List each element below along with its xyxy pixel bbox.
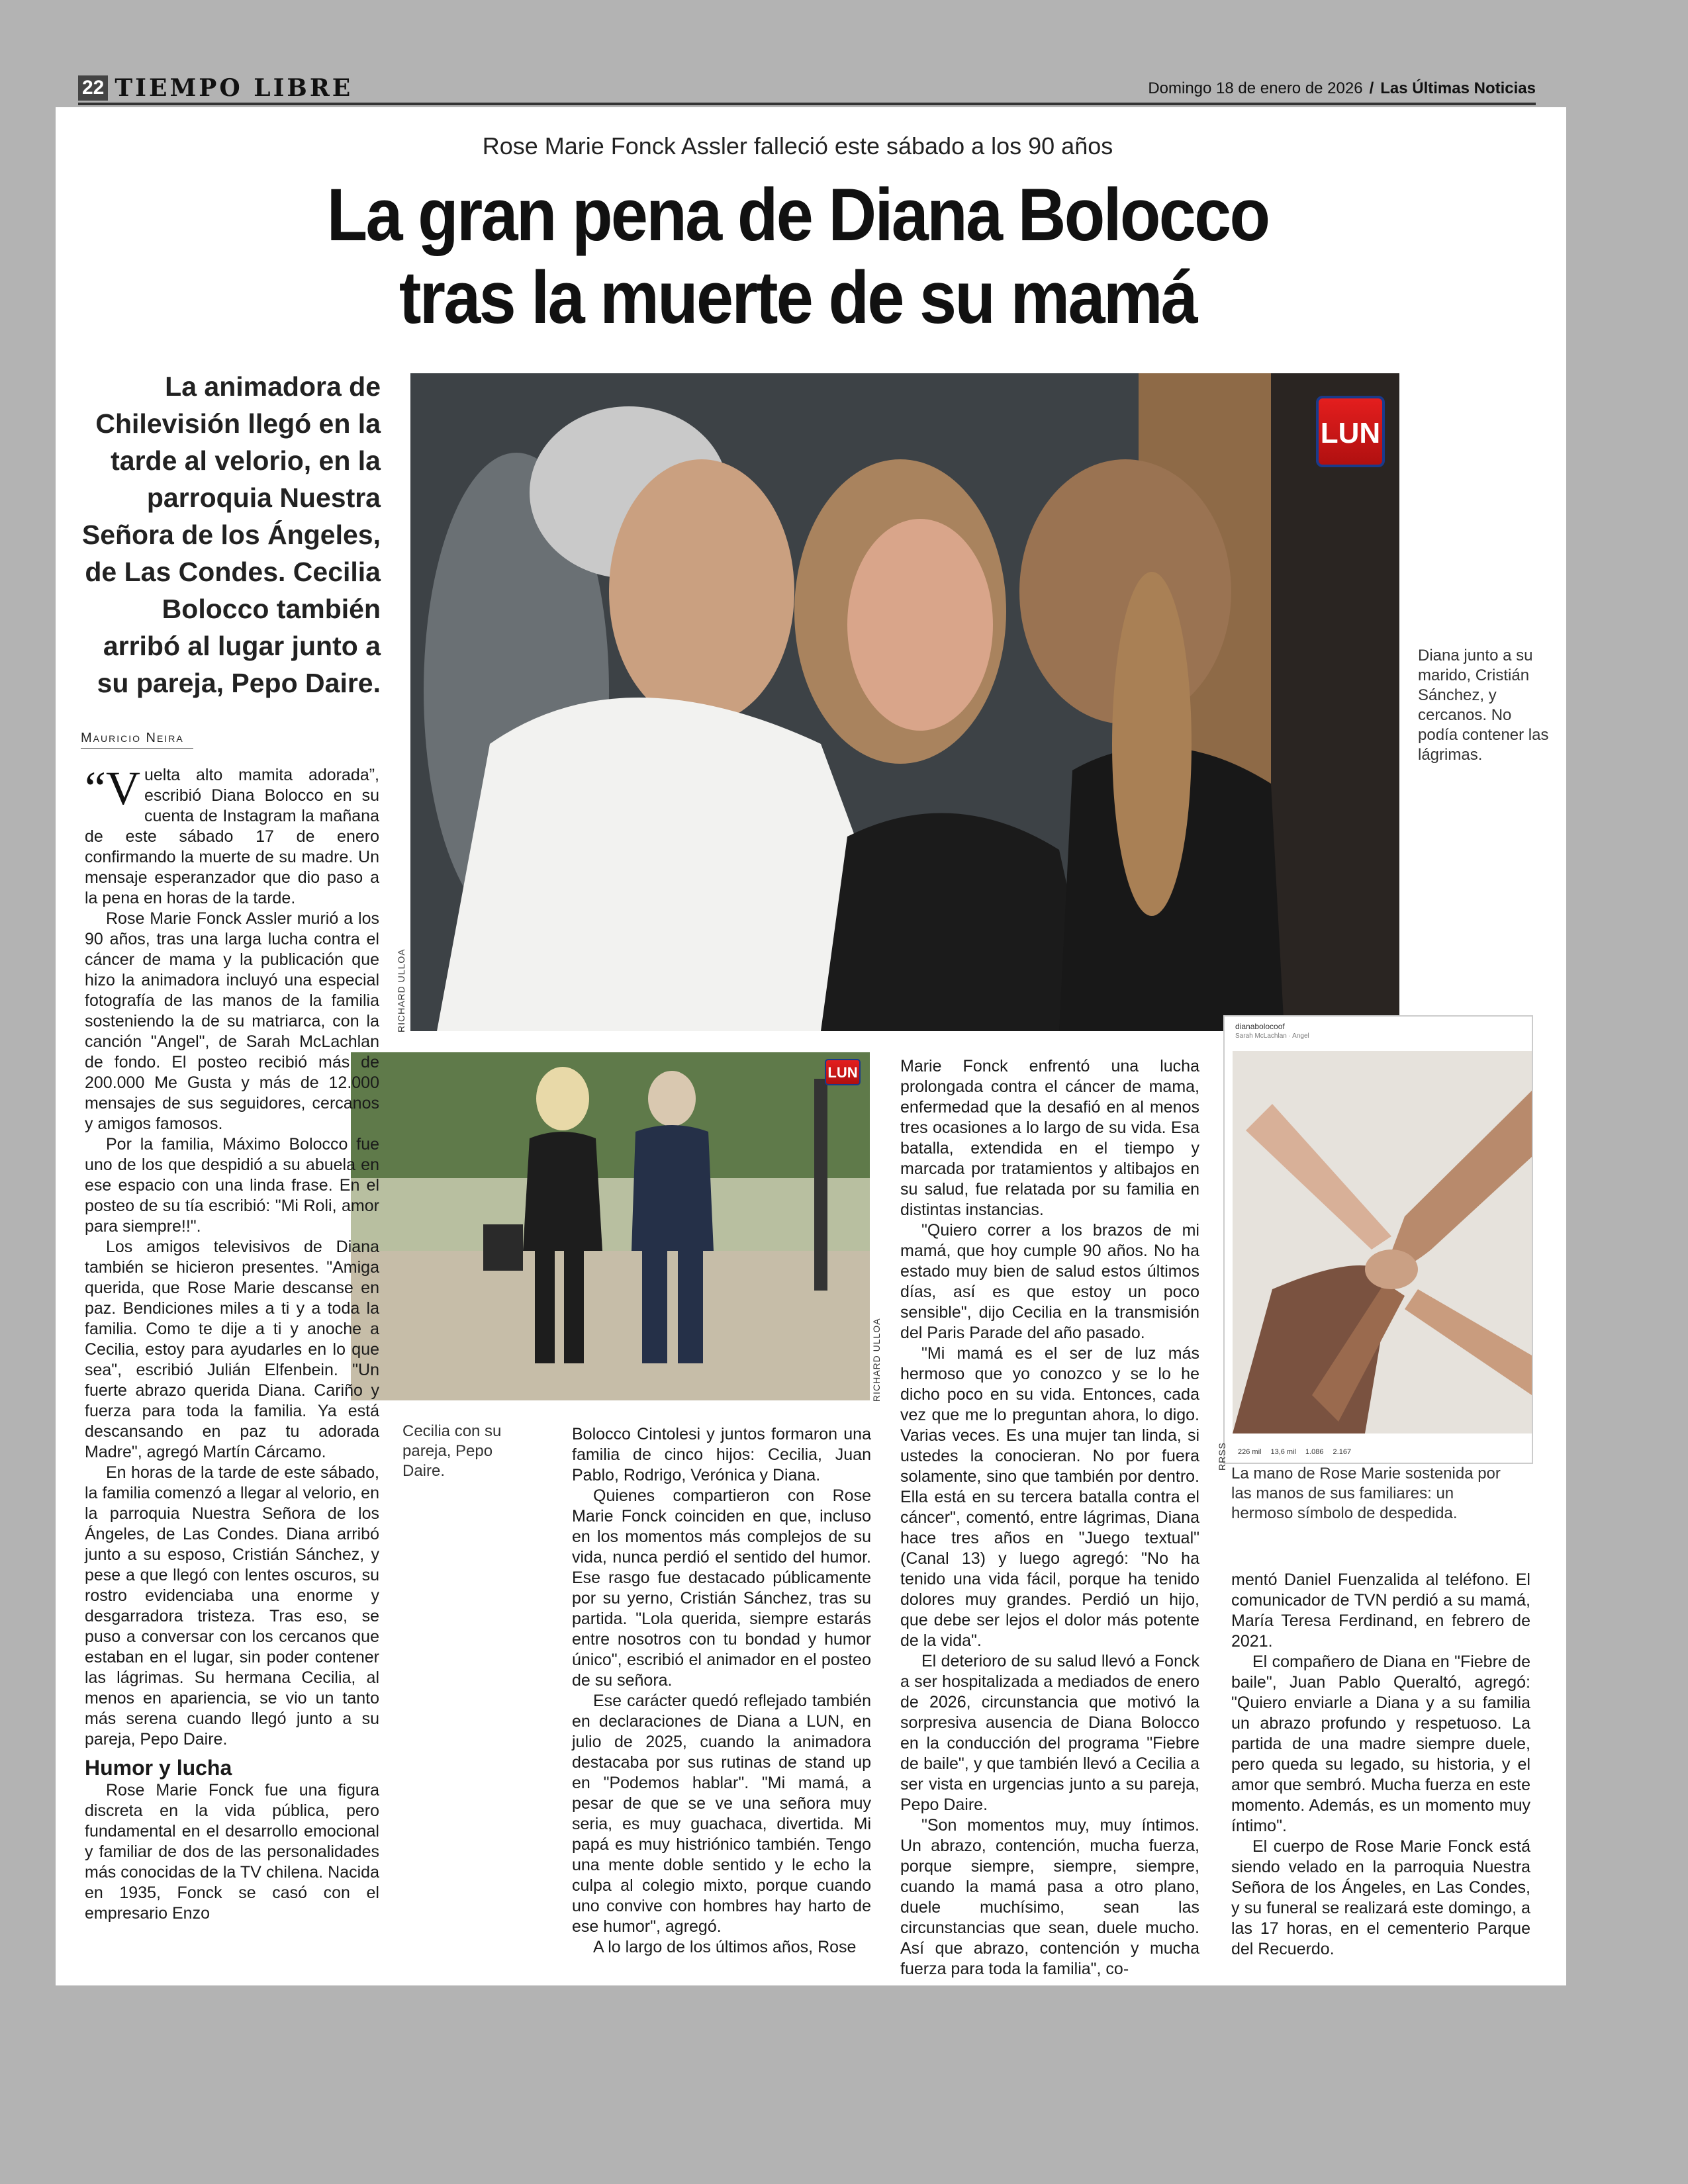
header-rule <box>78 103 1536 105</box>
article-column-4 <box>1231 1570 1530 1960</box>
article-column-2 <box>572 1424 871 1958</box>
paragraph: Rose Marie Fonck Assler murió a los 90 años, tras una larga lucha contra el cáncer de mama y la publicación que hizo la animadora incluyó una especial fotografía de las manos de la familia sosteniendo la de su matriarca, con la canción "Angel", de Sarah McLachlan de fondo. El posteo recibió más de 200.000 Me Gusta y más de 12.000 mensajes de sus seguidores, cercanos y amigos famosos. <box>85 909 379 1133</box>
lun-logo: LUN <box>1316 396 1385 467</box>
lun-logo-small: LUN <box>825 1059 861 1085</box>
walk-photo-illustration <box>351 1052 870 1400</box>
lead-paragraph: La animadora de Chilevisión llegó en la tarde al velorio, en la parroquia Nuestra Señora de los Ángeles, de Las Condes. Cecilia Bolocco también arribó al lugar junto a su pareja, Pepo Daire. <box>81 371 381 698</box>
photo-credit: RICHARD ULLOA <box>396 948 406 1032</box>
page-number: 22 <box>78 75 108 101</box>
issue-date: Domingo 18 de enero de 2026 <box>1148 79 1363 97</box>
likes-count: 226 mil <box>1238 1448 1262 1456</box>
headline-line-1: La gran pena de Diana Bolocco <box>326 173 1269 256</box>
paragraph: “Vuelta alto mamita adorada”, escribió Diana Bolocco en su cuenta de Instagram la mañana de este sábado 17 de enero confirmando la muerte de su madre. Un mensaje esperanzador que dio paso a la pena en horas de la tarde. <box>85 762 379 907</box>
main-photo <box>410 373 1399 1031</box>
instagram-song: Sarah McLachlan · Angel <box>1235 1032 1309 1040</box>
headline-line-2: tras la muerte de su mamá <box>399 256 1197 339</box>
paragraph: Bolocco Cintolesi y juntos formaron una familia de cinco hijos: Cecilia, Juan Pablo, Rodrigo, Verónica y Diana. <box>572 1425 871 1484</box>
headline <box>80 173 1516 339</box>
instagram-stats <box>1238 1448 1351 1456</box>
shares-count: 2.167 <box>1333 1448 1352 1456</box>
paragraph: "Son momentos muy, muy íntimos. Un abrazo, contención, mucha fuerza, porque siempre, siempre, siempre, cuando la mamá pasa a otro plano, duele muchísimo, sean las circunstancias que sean, duele mucho. Así que abrazo, contención y mucha fuerza para toda la familia", co- <box>900 1816 1199 1978</box>
paragraph: Los amigos televisivos de Diana también se hicieron presentes. "Amiga querida, que Rose Marie descanse en paz. Bendiciones miles a ti y a toda la familia. Como te dije a ti y anoche a Cecilia, estoy para ayudarles en lo que sea", escribió Julián Elfenbein. "Un fuerte abrazo querida Diana. Cariño y fuerza para toda la familia. Ya está descansando en paz tu adorada Madre", agregó Martín Cárcamo. <box>85 1238 379 1461</box>
section-header <box>78 74 353 102</box>
article-column-3 <box>900 1056 1199 1979</box>
paragraph: "Mi mamá es el ser de luz más hermoso que yo conozco y se lo he dicho poco en su vida. Entonces, cada vez que me lo preguntan ahora, lo digo. Varias veces. Es una mujer tan linda, si ustedes la conocieran. No por fuera solamente, sino que también por dentro. Ella está en su tercera batalla contra el cáncer", comentó, entre lágrimas, Diana hace tres años en "Juego textual" (Canal 13) y luego agregó: "No ha tenido una vida fácil, porque ha tenido dolores muy grandes. Perdió un hijo, que debe ser lejos el dolor más potente de la vida". <box>900 1344 1199 1650</box>
paragraph: Rose Marie Fonck fue una figura discreta en la vida pública, pero fundamental en el desarrollo emocional y familiar de dos de las personalidades más conocidas de la TV chilena. Nacida en 1935, Fonck se casó con el empresario Enzo <box>85 1781 379 1923</box>
dropcap: “V <box>85 762 140 815</box>
hands-illustration <box>1233 1051 1532 1433</box>
instagram-username: dianabolocoof <box>1235 1022 1285 1031</box>
photo-credit-hands: RRSS <box>1217 1442 1227 1471</box>
paragraph: El deterioro de su salud llevó a Fonck a ser hospitalizada a mediados de enero de 2026, circunstancia que motivó la sorpresiva ausencia de Diana Bolocco en la conducción del programa "Fiebre de baile", y que también llevó a Cecilia a ser vista en urgencias junto a su pareja, Pepo Daire. <box>900 1652 1199 1814</box>
paragraph: Ese carácter quedó reflejado también en declaraciones de Diana a LUN, en julio de 2025, cuando la animadora destacaba por sus rutinas de stand up en "Podemos hablar". "Mi mamá, a pesar de que se ve una señora muy seria, es muy guachaca, divertida. Mi papá es muy histriónico también. Tengo una mente doble sentido y le echo la culpa al colegio mixto, porque cuando uno convive con hombres hay harto de ese humor", agregó. <box>572 1692 871 1936</box>
hands-photo <box>1233 1051 1532 1433</box>
separator: / <box>1369 79 1374 97</box>
paragraph: "Quiero correr a los brazos de mi mamá, que hoy cumple 90 años. No ha estado muy bien de salud estos últimos días, así es que estoy un poco sensible", dijo Cecilia en la transmisión del Paris Parade del año pasado. <box>900 1221 1199 1342</box>
publication-name: Las Últimas Noticias <box>1380 79 1536 97</box>
kicker: Rose Marie Fonck Assler falleció este sábado a los 90 años <box>482 132 1113 159</box>
byline-rule <box>81 748 193 749</box>
paragraph: El compañero de Diana en "Fiebre de baile", Juan Pablo Queraltó, agregó: "Quiero enviarle a Diana y a su familia un abrazo profundo y respetuoso. La partida de una madre siempre duele, pero queda su legado, su historia, y el amor que sembró. Mucha fuerza en este momento. Además, es un momento muy íntimo". <box>1231 1653 1530 1835</box>
byline: Mauricio Neira <box>81 731 184 745</box>
paragraph: Por la familia, Máximo Bolocco fue uno de los que despidió a su abuela en ese espacio con una linda frase. En el posteo de su tía escribió: "Mi Roli, amor para siempre!!". <box>85 1135 379 1236</box>
paragraph: Marie Fonck enfrentó una lucha prolongada contra el cáncer de mama, enfermedad que la desafió en al menos tres ocasiones a lo largo de su vida. Esa batalla, extendida en el tiempo y marcada por tratamientos y altibajos en su salud, fue relatada por su familia en distintas instancias. <box>900 1057 1199 1219</box>
reposts-count: 1.086 <box>1305 1448 1324 1456</box>
paragraph: Quienes compartieron con Rose Marie Fonck coinciden en que, incluso en los momentos más complejos de su vida, nunca perdió el sentido del humor. Ese rasgo fue destacado públicamente por su yerno, Cristián Sánchez, tras su partida. "Lola querida, siempre estarás entre nosotros con tu bondad y humor único", escribió el animador en el posteo de su señora. <box>572 1486 871 1690</box>
paragraph: En horas de la tarde de este sábado, la familia comenzó a llegar al velorio, en la parroquia Nuestra Señora de los Ángeles, de Las Condes. Diana arribó junto a su esposo, Cristián Sánchez, y pese a que llegó con lentes oscuros, su rostro evidenciaba una enorme y desgarradora tristeza. Tras eso, se puso a conversar con los cercanos que estaban en el lugar, sin poder contener las lágrimas. Su hermana Cecilia, al menos en apariencia, se vio un tanto más serena cuando llegó junto a su pareja, Pepo Daire. <box>85 1463 379 1749</box>
section-title: TIEMPO LIBRE <box>115 74 353 102</box>
paragraph: A lo largo de los últimos años, Rose <box>593 1938 857 1956</box>
paragraph: El cuerpo de Rose Marie Fonck está siendo velado en la parroquia Nuestra Señora de los Ángeles, en Las Condes, y su funeral se realizará este domingo, a las 17 horas, en el cementerio Parque del Recuerdo. <box>1231 1837 1530 1958</box>
main-photo-caption: Diana junto a su marido, Cristián Sánchez, y cercanos. No podía contener las lágrimas. <box>1418 647 1549 764</box>
main-photo-illustration <box>410 373 1399 1031</box>
photo-credit-walk: RICHARD ULLOA <box>871 1318 882 1402</box>
paragraph: mentó Daniel Fuenzalida al teléfono. El comunicador de TVN perdió a su mamá, María Teresa Ferdinand, en febrero de 2021. <box>1231 1570 1530 1651</box>
dateline <box>1148 79 1536 98</box>
subhead: Humor y lucha <box>85 1756 232 1780</box>
walk-photo <box>351 1052 870 1400</box>
comments-count: 13,6 mil <box>1270 1448 1296 1456</box>
hands-photo-caption: La mano de Rose Marie sostenida por las manos de sus familiares: un hermoso símbolo de despedida. <box>1231 1465 1501 1522</box>
article-column-1 <box>85 762 379 1924</box>
walk-photo-caption: Cecilia con su pareja, Pepo Daire. <box>402 1422 502 1480</box>
